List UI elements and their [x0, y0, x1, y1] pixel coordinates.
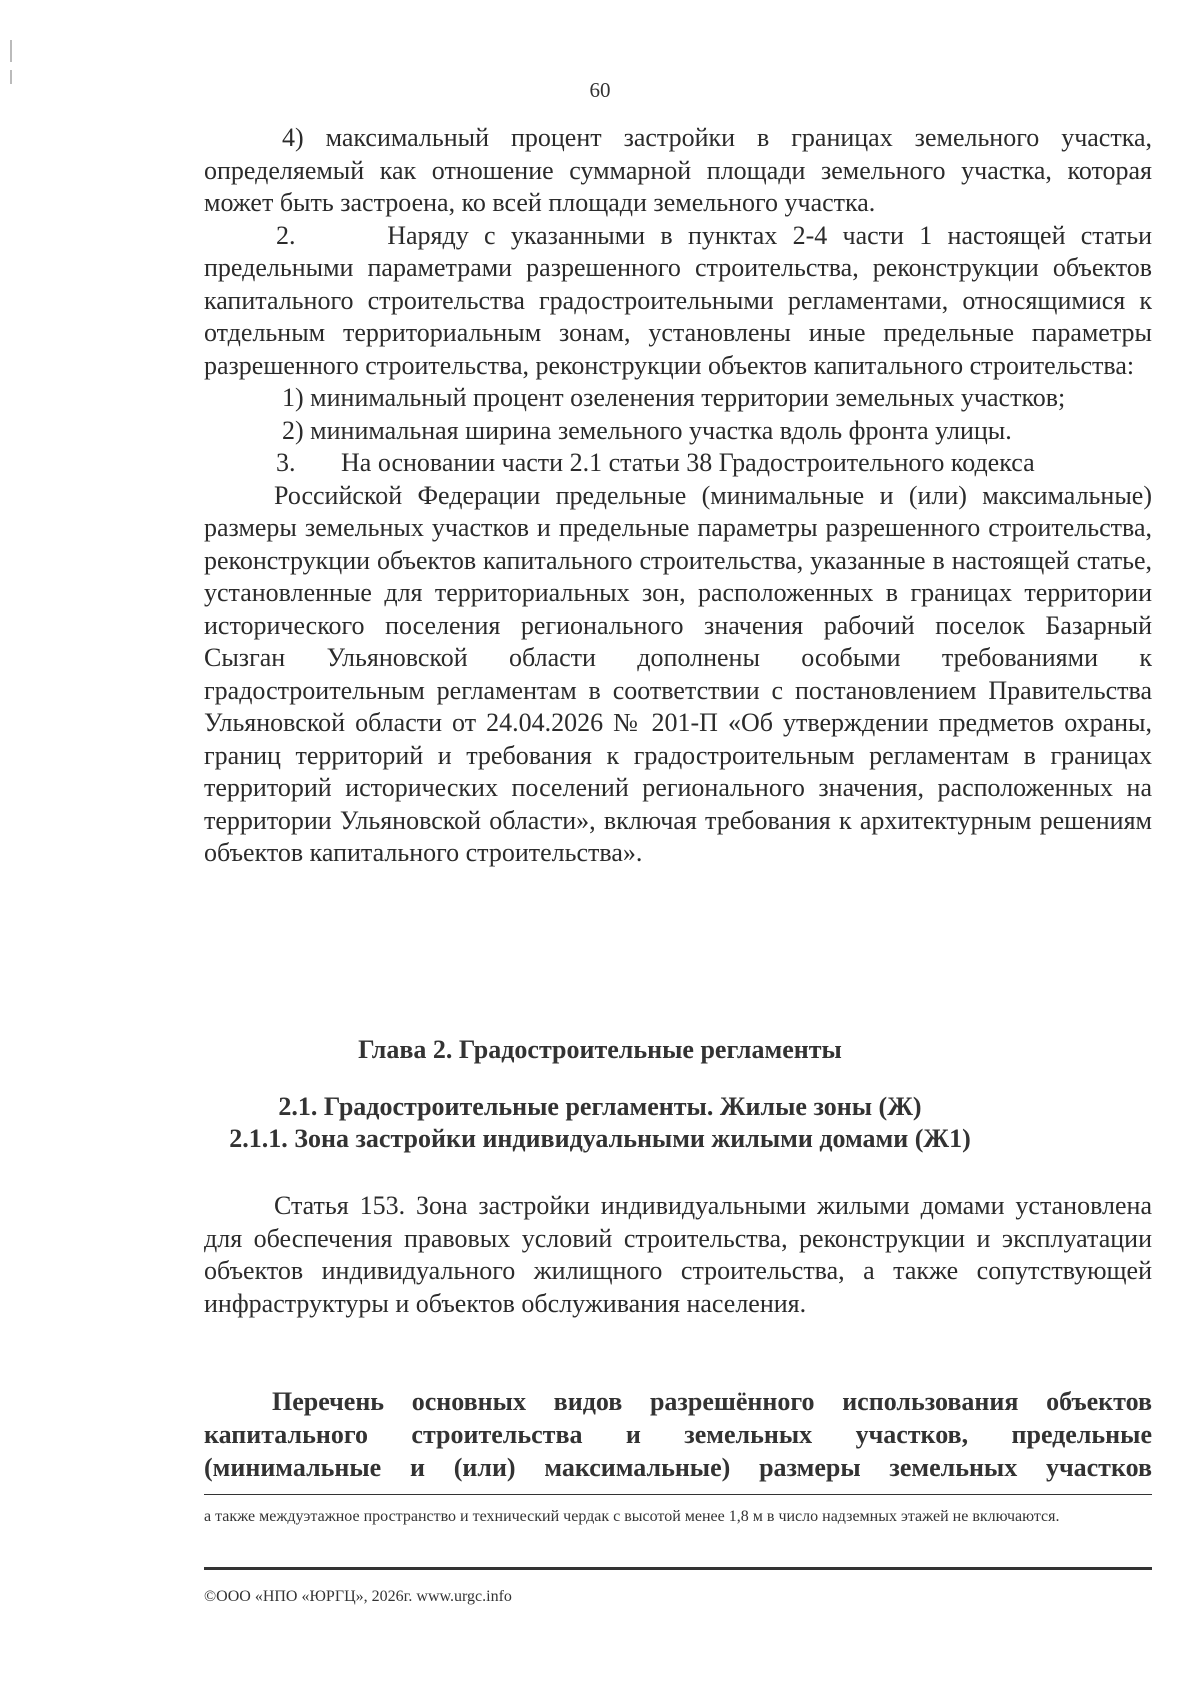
footer-copyright: ©ООО «НПО «ЮРГЦ», 2026г. www.urgc.info: [204, 1588, 512, 1605]
article-153: [204, 1190, 1152, 1320]
page-number: 60: [589, 78, 611, 102]
footer-rule: [204, 1567, 1152, 1570]
list-title-line: капитального строительства и земельных участков, предельные: [204, 1420, 1152, 1449]
subsection-heading: 2.1.1. Зона застройки индивидуальными жилыми домами (Ж1): [229, 1124, 971, 1153]
body-text-top: [204, 122, 1152, 870]
paragraph-item-4: 4) максимальный процент застройки в границах земельного участка, определяемый как отношение суммарной площади земельного участка, которая может быть застроена, ко всей площади земельного участка.: [204, 123, 1152, 217]
footnote: а также междуэтажное пространство и технический чердак с высотой менее 1,8 м в число надземных этажей не включаются.: [204, 1508, 1060, 1525]
scan-edge-mark: [10, 40, 12, 62]
list-title-line: Перечень основных видов разрешённого использования объектов: [272, 1387, 1152, 1416]
footnote-separator: [204, 1494, 1152, 1495]
article-153-text: Статья 153. Зона застройки индивидуальными жилыми домами установлена для обеспечения правовых условий строительства, реконструкции и эксплуатации объектов индивидуального жилищного строительства, а также сопутствующей инфраструктуры и объектов обслуживания населения.: [204, 1191, 1152, 1318]
paragraph-item-2: 2) минимальная ширина земельного участка вдоль фронта улицы.: [282, 415, 1012, 445]
chapter-heading: Глава 2. Градостроительные регламенты: [358, 1035, 842, 1064]
list-title-line: (минимальные и (или) максимальные) размеры земельных участков: [204, 1453, 1152, 1482]
paragraph-clause-2: 2. Наряду с указанными в пунктах 2-4 части 1 настоящей статьи предельными параметрами разрешенного строительства, реконструкции объектов капитального строительства градостроительными регламентами, относящимися к отдельным территориальным зонам, установлены иные предельные параметры разрешенного строительства, реконструкции объектов капитального строительства:: [204, 220, 1152, 380]
paragraph-clause-3: Российской Федерации предельные (минимальные и (или) максимальные) размеры земельных участков и предельные параметры разрешенного строительства, реконструкции объектов капитального строительства, указанные в настоящей статье, установленные для территориальных зон, расположенных в границах территории исторического поселения регионального значения рабочий поселок Базарный Сызган Ульяновской области дополнены особыми требованиями к градостроительным регламентам в соответствии с постановлением Правительства Ульяновской области от 24.04.2026 № 201-П «Об утверждении предметов охраны, границ территорий и требования к градостроительным регламентам в границах территорий исторических поселений регионального значения, расположенных на территории Ульяновской области», включая требования к архитектурным решениям объектов капитального строительства».: [204, 480, 1152, 867]
paragraph-item-1: 1) минимальный процент озеленения территории земельных участков;: [282, 383, 1066, 412]
paragraph-clause-3-lead: 3. На основании части 2.1 статьи 38 Градостроительного кодекса: [276, 448, 1035, 477]
section-heading: 2.1. Градостроительные регламенты. Жилые зоны (Ж): [278, 1092, 922, 1121]
